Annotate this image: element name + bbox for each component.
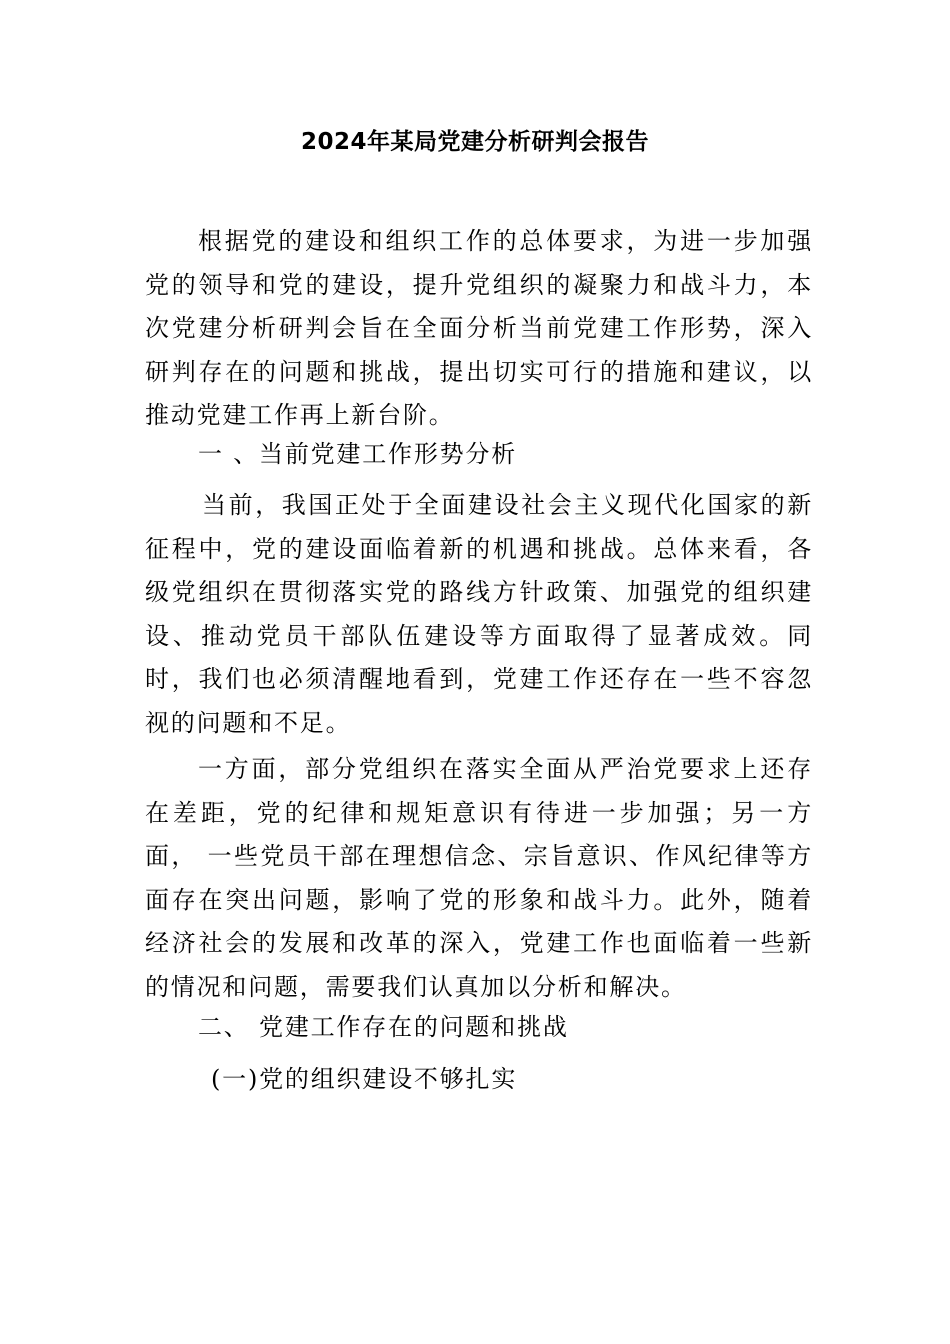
document-title: 2024年某局党建分析研判会报告 bbox=[300, 129, 649, 155]
section-heading-1: 一 、当前党建工作形势分析 bbox=[198, 440, 518, 468]
paragraph-intro: 根据党的建设和组织工作的总体要求，为进一步加强党的领导和党的建设，提升党组织的凝聚力和战斗力，本次党建分析研判会旨在全面分析当前党建工作形势，深入研判存在的问题和挑战，提出切实可行的措施和建议，以推动党建工作再上新台阶。 bbox=[145, 227, 813, 430]
paragraph-situation: 当前，我国正处于全面建设社会主义现代化国家的新征程中，党的建设面临着新的机遇和挑战。总体来看，各级党组织在贯彻落实党的路线方针政策、加强党的组织建设、推动党员干部队伍建设等方面取得了显著成效。同时，我们也必须清醒地看到，党建工作还存在一些不容忽视的问题和不足。 bbox=[145, 491, 813, 737]
paragraph-problems: 一方面，部分党组织在落实全面从严治党要求上还存在差距，党的纪律和规矩意识有待进一步加强；另一方面， 一些党员干部在理想信念、宗旨意识、作风纪律等方面存在突出问题，影响了党的形象和战斗力。此外，随着经济社会的发展和改革的深入，党建工作也面临着一些新的情况和问题，需要我们认真加以分析和解决。 bbox=[145, 755, 813, 1001]
subsection-heading-1: (一)党的组织建设不够扎实 bbox=[211, 1065, 518, 1093]
section-heading-2: 二、 党建工作存在的问题和挑战 bbox=[198, 1013, 569, 1041]
